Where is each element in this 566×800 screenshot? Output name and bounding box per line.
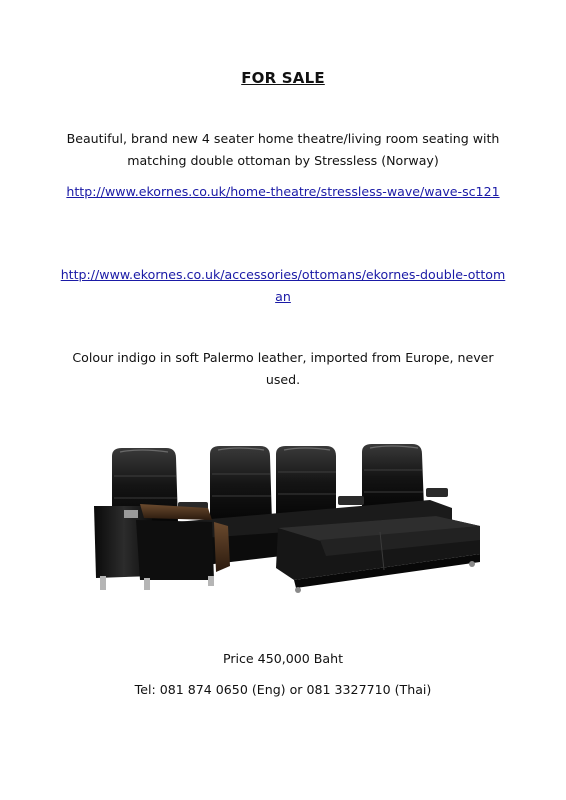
contact-text: Tel: 081 874 0650 (Eng) or 081 3327710 (Thai) <box>134 682 432 697</box>
colour-note-text: Colour indigo in soft Palermo leather, imported from Europe, never used. <box>72 350 494 387</box>
wave-sc121-link[interactable]: http://www.ekornes.co.uk/home-theatre/stressless-wave/wave-sc121 <box>66 184 500 199</box>
description-text: Beautiful, brand new 4 seater home theatre/living room seating with matching double ottoman by Stressless (Norway) <box>66 131 500 168</box>
seat-back-middle-left <box>210 446 272 524</box>
console-right <box>338 496 364 505</box>
seat-back-right <box>362 444 424 510</box>
page-title: FOR SALE <box>241 69 325 87</box>
double-ottoman-link[interactable]: http://www.ekornes.co.uk/accessories/ottomans/ekornes-double-ottoman <box>60 267 506 304</box>
sofa-photo <box>80 430 490 600</box>
seat-back-middle-right <box>276 446 336 520</box>
price-text: Price 450,000 Baht <box>222 651 344 666</box>
